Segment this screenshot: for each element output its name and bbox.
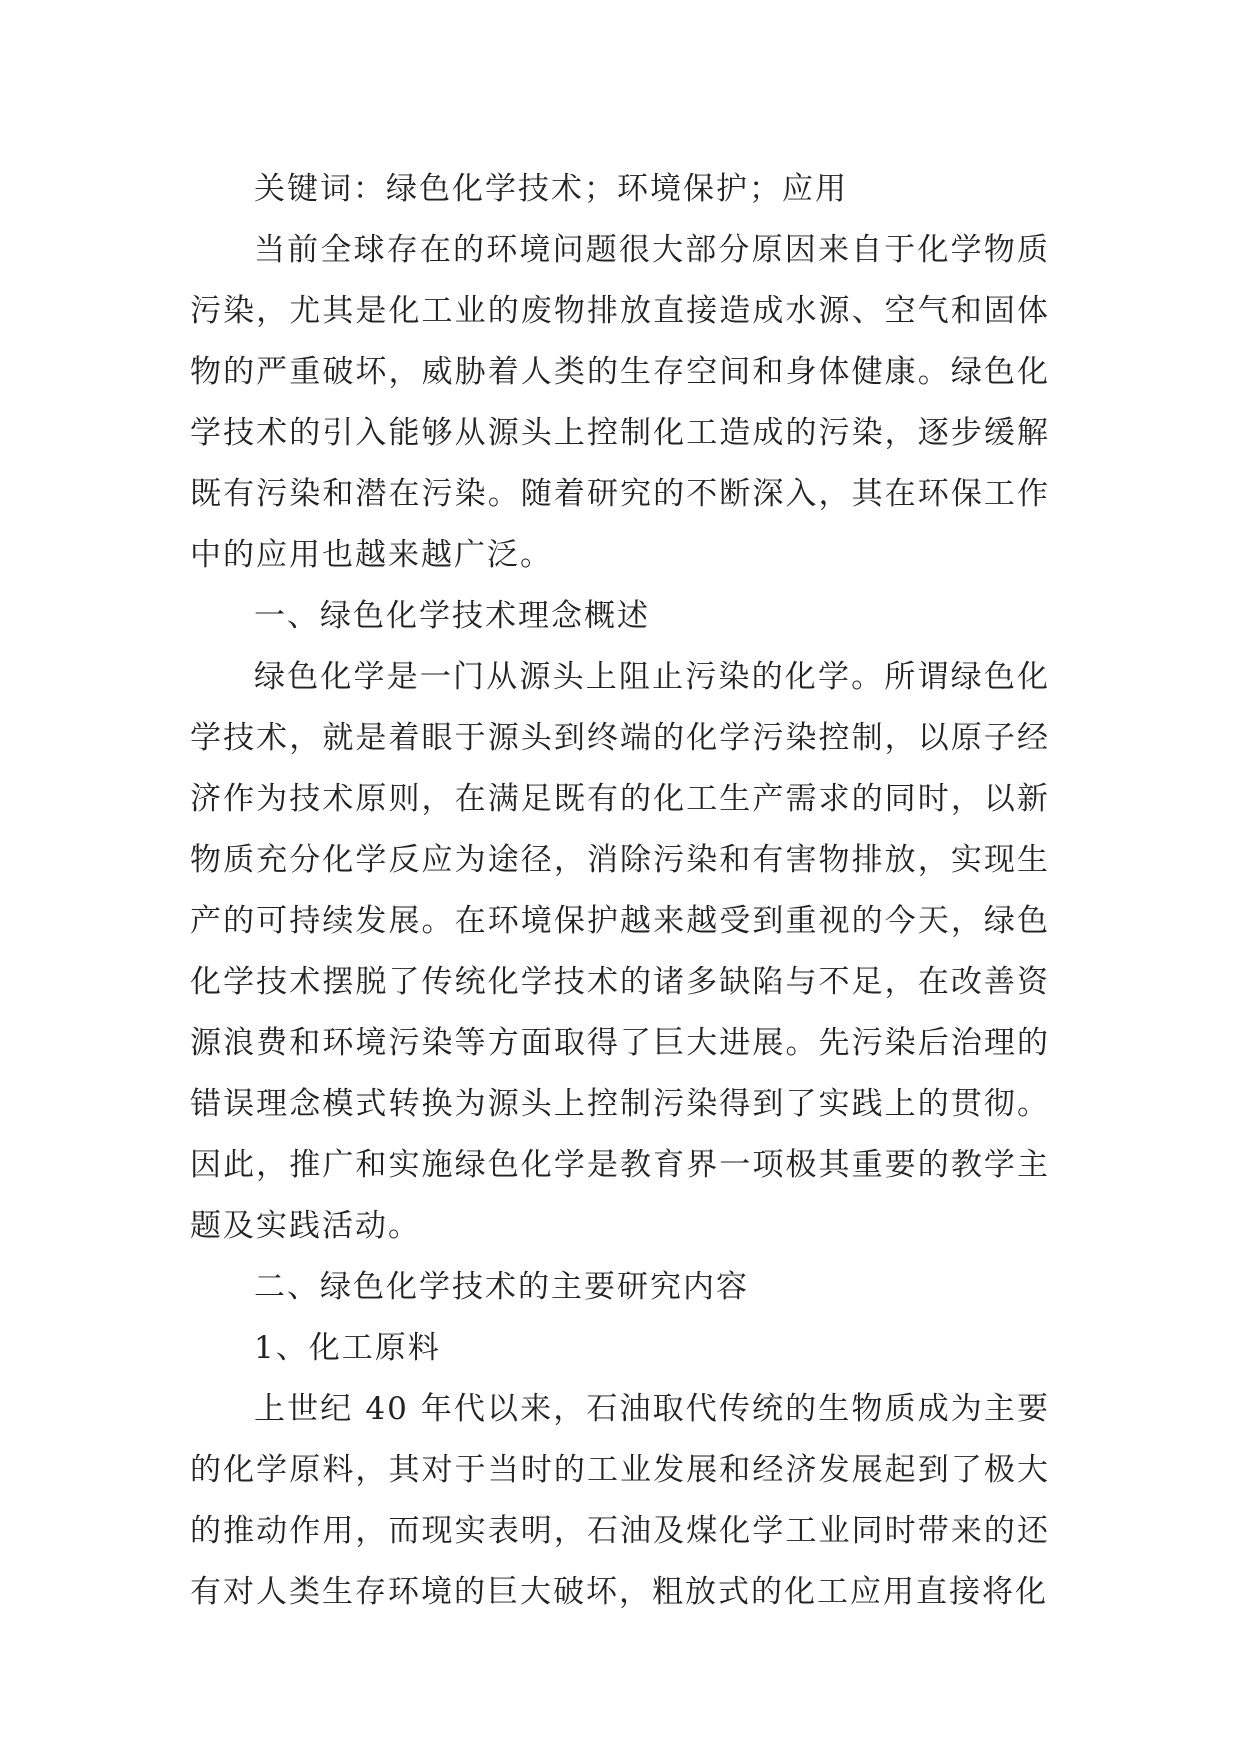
intro-paragraph: 当前全球存在的环境问题很大部分原因来自于化学物质污染，尤其是化工业的废物排放直接造成水源、空气和固体物的严重破坏，威胁着人类的生存空间和身体健康。绿色化学技术的引入能够从源头上控制化工造成的污染，逐步缓解既有污染和潜在污染。随着研究的不断深入，其在环保工作中的应用也越来越广泛。 <box>190 232 1050 573</box>
section-1-heading: 一、绿色化学技术理念概述 <box>254 598 650 634</box>
keywords-line: 关键词：绿色化学技术；环境保护；应用 <box>254 171 848 207</box>
section-1-paragraph: 绿色化学是一门从源头上阻止污染的化学。所谓绿色化学技术，就是着眼于源头到终端的化学污染控制，以原子经济作为技术原则，在满足既有的化工生产需求的同时，以新物质充分化学反应为途径，消除污染和有害物排放，实现生产的可持续发展。在环境保护越来越受到重视的今天，绿色化学技术摆脱了传统化学技术的诸多缺陷与不足，在改善资源浪费和环境污染等方面取得了巨大进展。先污染后治理的错误理念模式转换为源头上控制污染得到了实践上的贯彻。因此，推广和实施绿色化学是教育界一项极其重要的教学主题及实践活动。 <box>190 659 1050 1244</box>
section-2-heading: 二、绿色化学技术的主要研究内容 <box>254 1269 749 1305</box>
subsection-1-paragraph: 上世纪 40 年代以来，石油取代传统的生物质成为主要的化学原料，其对于当时的工业发展和经济发展起到了极大的推动作用，而现实表明，石油及煤化学工业同时带来的还有对人类生存环境的巨大破坏，粗放式的化工应用直接将化 <box>190 1391 1050 1610</box>
document-body <box>190 159 1050 1623</box>
subsection-1-heading: 1、化工原料 <box>254 1330 441 1366</box>
